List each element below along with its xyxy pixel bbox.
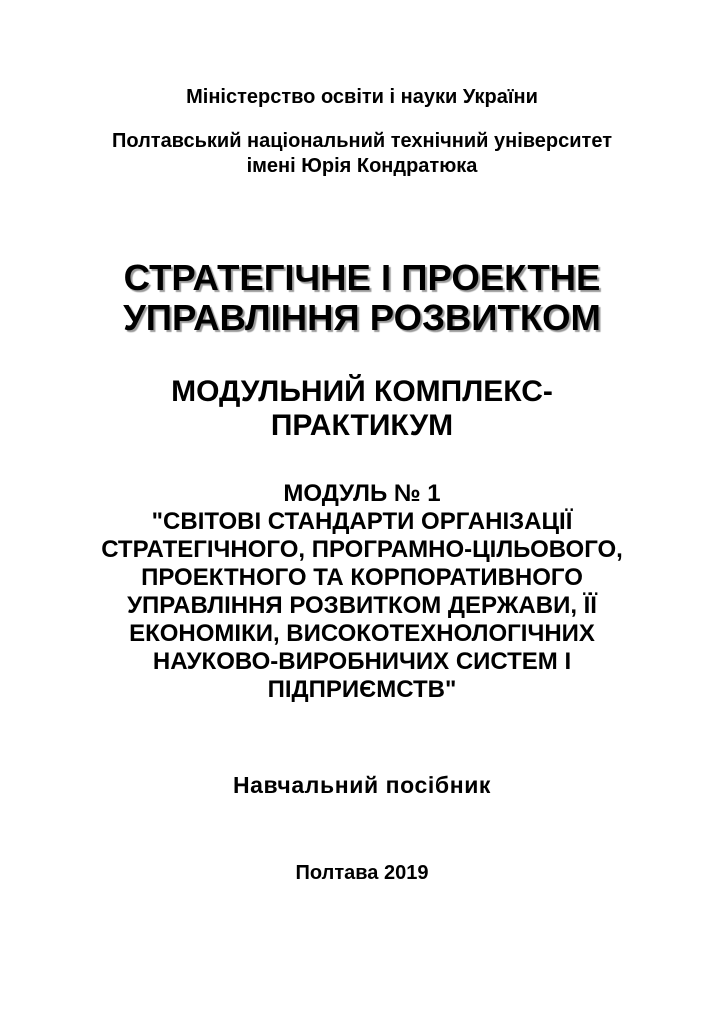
document-type (0, 771, 724, 799)
ministry-name (0, 84, 724, 110)
module-line-8: ПІДПРИЄМСТВ" (267, 676, 457, 703)
university-line-1: Полтавський національний технічний університет (111, 130, 613, 152)
module-line-2: "СВІТОВІ СТАНДАРТИ ОРГАНІЗАЦІЇ (151, 508, 573, 535)
module-line-6: ЕКОНОМІКИ, ВИСОКОТЕХНОЛОГІЧНИХ (129, 620, 595, 647)
book-title-line-2: УПРАВЛІННЯ РОЗВИТКОМ (123, 297, 601, 338)
ministry-line: Міністерство освіти і науки України (186, 86, 538, 108)
book-title-line-1: СТРАТЕГІЧНЕ І ПРОЕКТНЕ (123, 257, 601, 298)
module-line-3: СТРАТЕГІЧНОГО, ПРОГРАМНО-ЦІЛЬОВОГО, (101, 536, 623, 563)
book-subtitle (0, 375, 724, 443)
document-type-label: Навчальний посібник (232, 772, 492, 798)
city-year-label: Полтава 2019 (295, 862, 429, 884)
university-name (0, 129, 724, 179)
book-title (0, 258, 724, 338)
module-line-7: НАУКОВО-ВИРОБНИЧИХ СИСТЕМ І (152, 648, 572, 675)
module-line-5: УПРАВЛІННЯ РОЗВИТКОМ ДЕРЖАВИ, ЇЇ (127, 592, 597, 619)
module-line-4: ПРОЕКТНОГО ТА КОРПОРАТИВНОГО (141, 564, 583, 591)
module-line-1: МОДУЛЬ № 1 (283, 480, 441, 507)
university-line-2: імені Юрія Кондратюка (246, 155, 478, 177)
publication-place-year (0, 860, 724, 886)
book-subtitle-line-2: ПРАКТИКУМ (270, 409, 454, 442)
book-subtitle-line-1: МОДУЛЬНИЙ КОМПЛЕКС- (171, 375, 553, 408)
module-heading (0, 480, 724, 704)
